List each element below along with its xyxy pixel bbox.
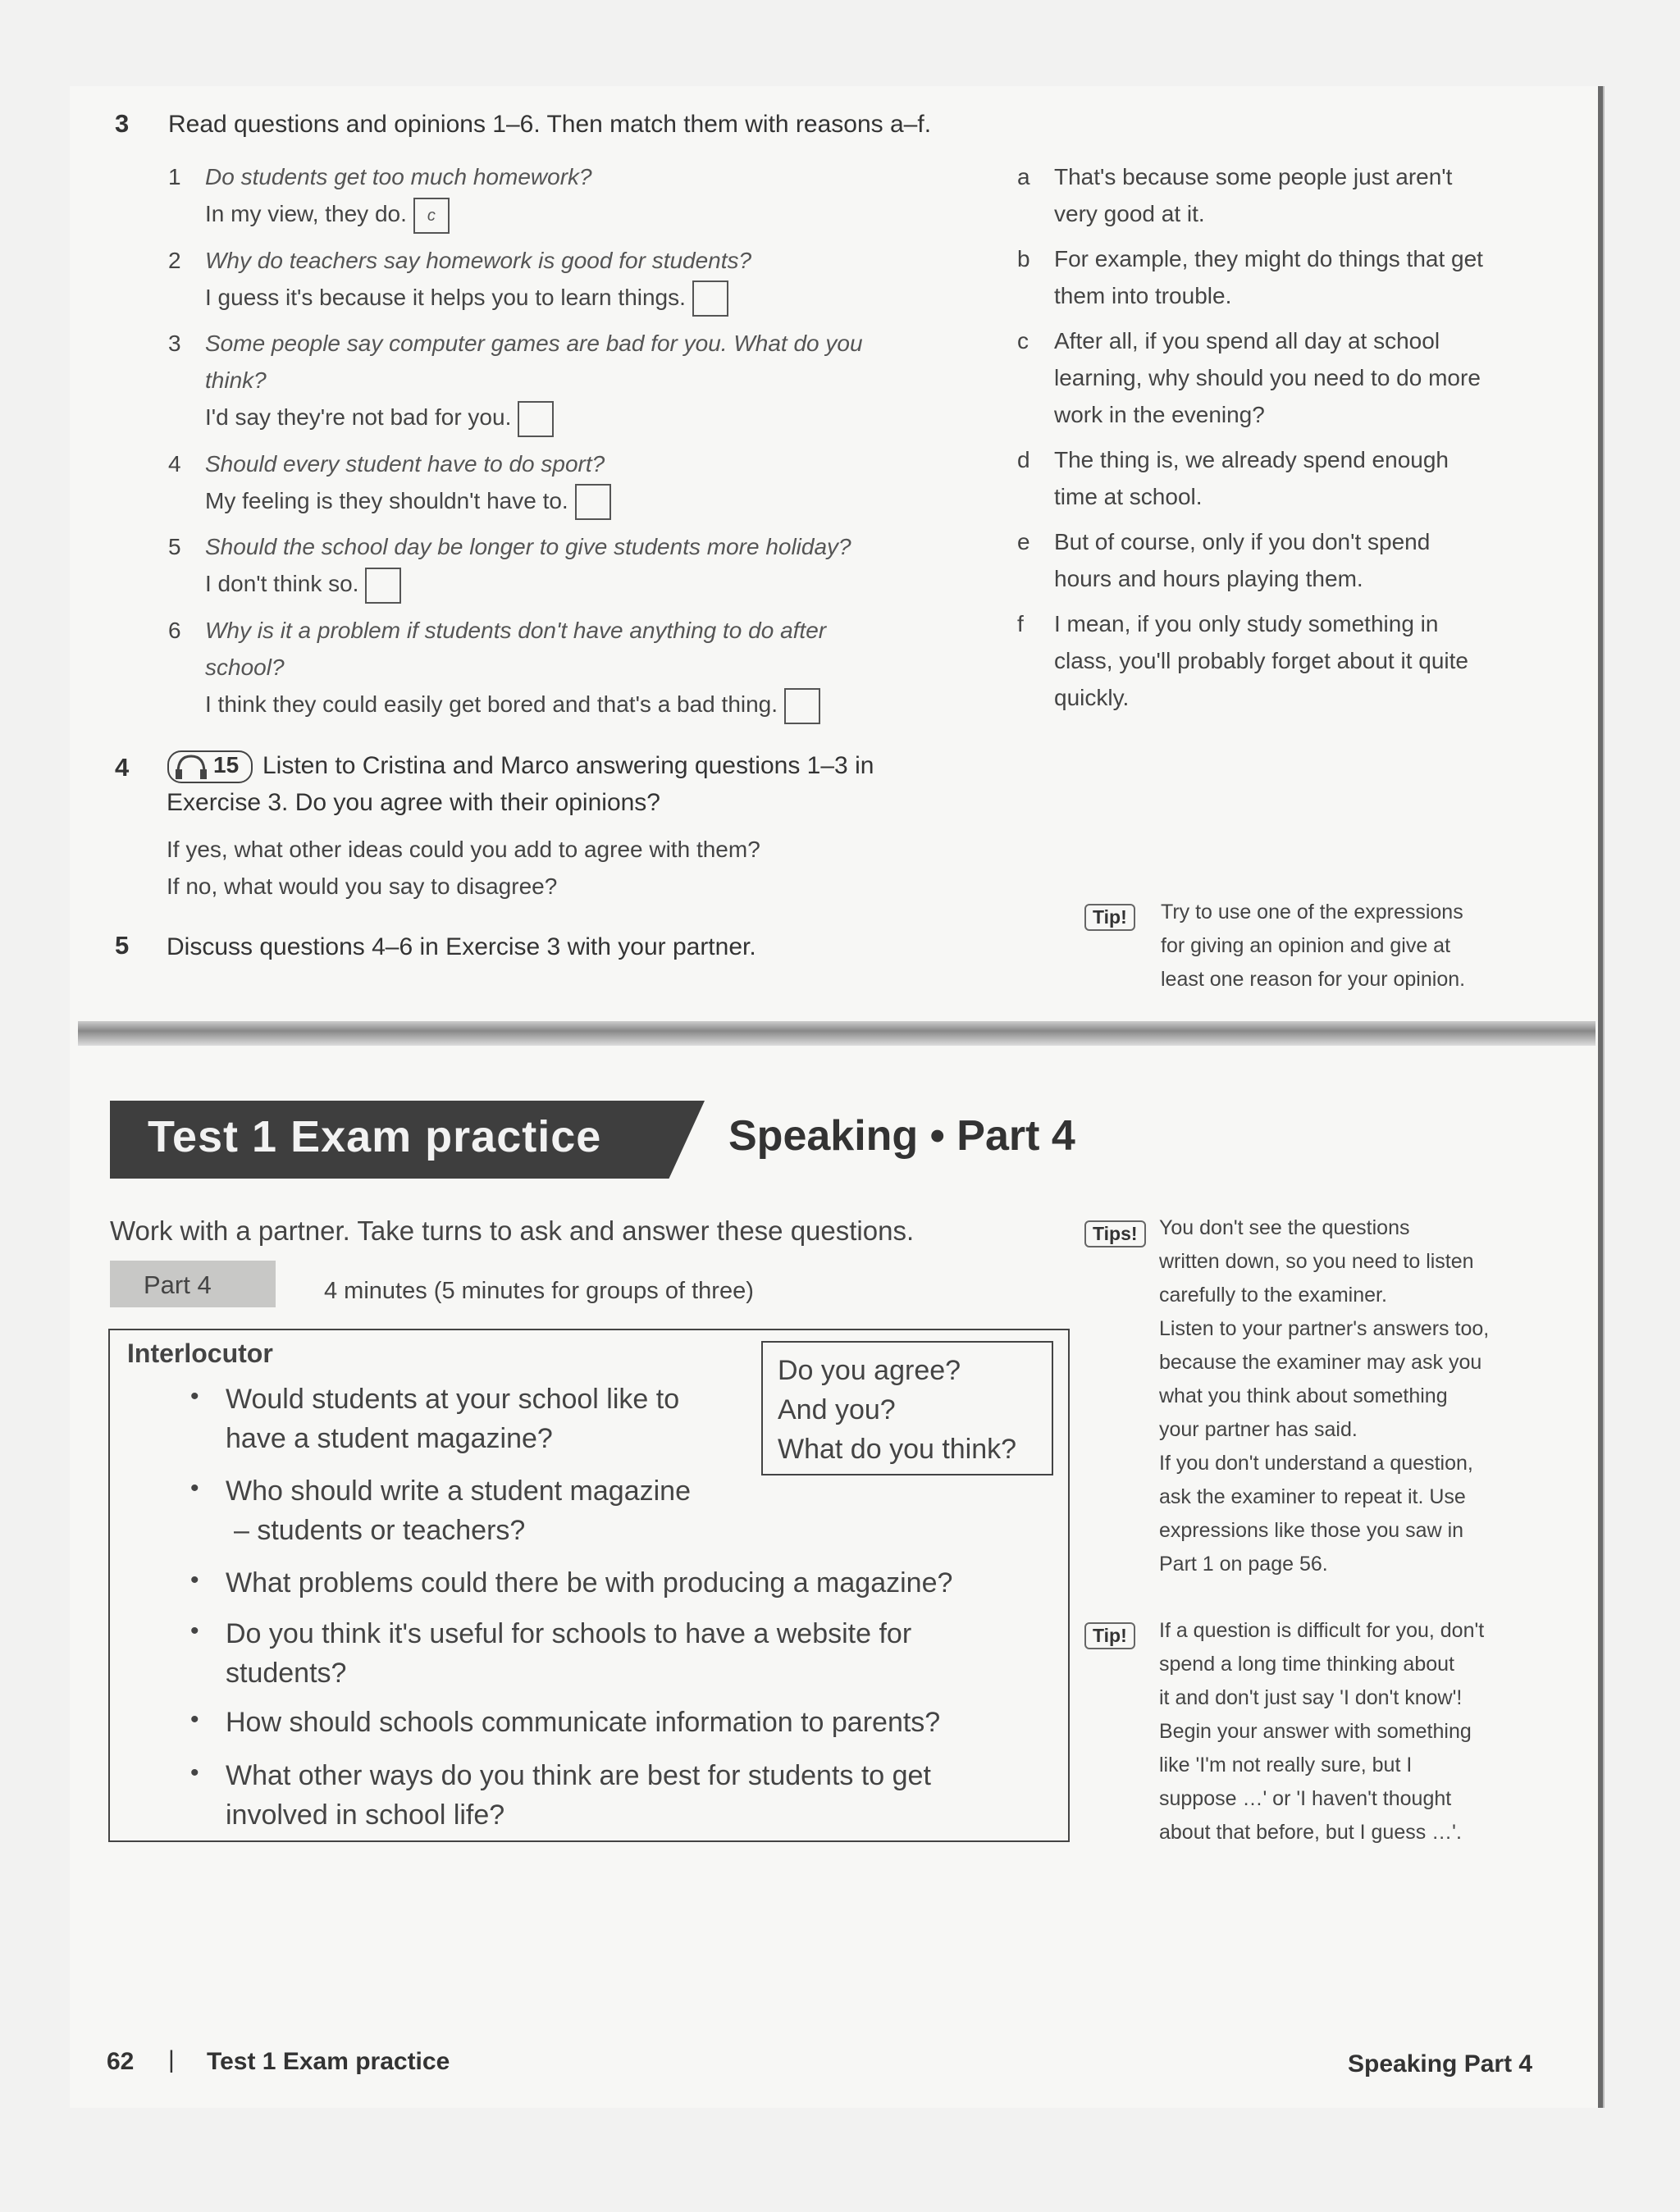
reason-letter: f xyxy=(1017,611,1024,636)
exercise-4-line1: If yes, what other ideas could you add to agree with them? xyxy=(167,837,760,862)
opinion-line xyxy=(168,482,988,521)
opinion-line xyxy=(168,279,988,317)
question-line: How should schools communicate information to parents? xyxy=(226,1707,941,1738)
opinion-line xyxy=(168,565,988,604)
interlocutor-label: Interlocutor xyxy=(127,1339,273,1368)
audio-track-number: 15 xyxy=(213,752,240,778)
tip-line: Try to use one of the expressions xyxy=(1161,901,1463,924)
reason-text: time at school. xyxy=(1054,484,1203,509)
tips-2-text xyxy=(1159,1211,1489,1581)
interlocutor-question-6 xyxy=(226,1756,931,1835)
reasons-list xyxy=(1017,158,1575,716)
question-line: What problems could there be with producing a magazine? xyxy=(226,1567,953,1599)
tip-line: for giving an opinion and give at xyxy=(1161,934,1451,957)
exercise-3-number: 3 xyxy=(115,109,130,138)
question-text: Should every student have to do sport? xyxy=(205,450,605,477)
bullet-icon: • xyxy=(190,1383,199,1410)
tip-line: If a question is difficult for you, don't xyxy=(1159,1619,1485,1642)
question-line: involved in school life? xyxy=(226,1799,505,1831)
tip-line: Listen to your partner's answers too, xyxy=(1159,1317,1490,1340)
reason-letter: e xyxy=(1017,529,1030,554)
reason-text: But of course, only if you don't spend xyxy=(1054,529,1431,554)
reason-item-e xyxy=(1017,523,1575,597)
page-fold xyxy=(78,1021,1596,1046)
tip-badge-1 xyxy=(1084,904,1135,931)
question-text: Some people say computer games are bad for you. What do you xyxy=(205,331,863,357)
work-instruction: Work with a partner. Take turns to ask and answer these questions. xyxy=(110,1215,915,1246)
reason-letter: b xyxy=(1017,246,1030,271)
question-text: Why do teachers say homework is good for students? xyxy=(205,247,752,273)
prompt-line: And you? xyxy=(778,1394,896,1425)
tip-line: suppose …' or 'I haven't thought xyxy=(1159,1787,1452,1810)
exercise-5-instruction: Discuss questions 4–6 in Exercise 3 with your partner. xyxy=(167,933,756,960)
exercise-3-instruction: Read questions and opinions 1–6. Then match them with reasons a–f. xyxy=(168,111,932,138)
tip-line: expressions like those you saw in xyxy=(1159,1519,1464,1542)
prompt-line: What do you think? xyxy=(778,1434,1017,1465)
tip-3-text xyxy=(1159,1614,1484,1849)
reason-letter: d xyxy=(1017,447,1030,472)
opinion-text: I think they could easily get bored and that's a bad thing. xyxy=(205,691,778,718)
exercise-3-questions xyxy=(168,158,988,724)
bullet-icon: • xyxy=(190,1567,199,1594)
tip-line: carefully to the examiner. xyxy=(1159,1284,1387,1307)
footer-right-label: Speaking Part 4 xyxy=(1348,2050,1533,2077)
prompt-list xyxy=(778,1351,1016,1469)
question-text: Why is it a problem if students don't have anything to do after xyxy=(205,618,827,644)
question-number: 3 xyxy=(168,331,181,357)
tip-line: what you think about something xyxy=(1159,1384,1448,1407)
reason-text: learning, why should you need to do more xyxy=(1054,365,1481,390)
answer-box-3[interactable] xyxy=(518,401,554,437)
tip-badge-label: Tip! xyxy=(1084,904,1135,931)
tip-line: Begin your answer with something xyxy=(1159,1720,1472,1743)
part-duration: 4 minutes (5 minutes for groups of three) xyxy=(324,1278,754,1304)
reason-text: class, you'll probably forget about it quite xyxy=(1054,648,1468,673)
reason-letter: a xyxy=(1017,164,1030,189)
exercise-4-number: 4 xyxy=(115,753,130,782)
reason-text: That's because some people just aren't xyxy=(1054,164,1453,189)
banner-title: Test 1 Exam practice xyxy=(148,1112,602,1161)
answer-box-5[interactable] xyxy=(365,568,401,604)
reason-text: quickly. xyxy=(1054,685,1130,710)
reason-text: hours and hours playing them. xyxy=(1054,566,1363,591)
interlocutor-question-2 xyxy=(226,1471,691,1550)
reason-text: For example, they might do things that get xyxy=(1054,246,1483,271)
reason-item-b xyxy=(1017,240,1575,314)
question-line: Do you think it's useful for schools to have a website for xyxy=(226,1618,912,1649)
exercise-4-instruction-line2: Exercise 3. Do you agree with their opinions? xyxy=(167,789,660,816)
answer-box-6[interactable] xyxy=(784,688,820,724)
question-number: 6 xyxy=(168,618,181,644)
exercise-4-line2: If no, what would you say to disagree? xyxy=(167,873,558,899)
reason-item-a xyxy=(1017,158,1575,232)
answer-box-1[interactable]: c xyxy=(413,198,450,234)
tips-badge-2 xyxy=(1084,1220,1146,1247)
headphones-icon xyxy=(167,748,255,784)
tip-line: written down, so you need to listen xyxy=(1159,1250,1474,1273)
question-text-continued: school? xyxy=(205,654,285,681)
reason-text: The thing is, we already spend enough xyxy=(1054,447,1449,472)
question-line: – students or teachers? xyxy=(234,1515,526,1546)
opinion-text: My feeling is they shouldn't have to. xyxy=(205,487,568,513)
question-number: 4 xyxy=(168,450,181,477)
opinion-line xyxy=(168,195,988,234)
tip-line: Part 1 on page 56. xyxy=(1159,1553,1328,1576)
interlocutor-question-1 xyxy=(226,1380,679,1458)
tip-line: because the examiner may ask you xyxy=(1159,1351,1482,1374)
question-number: 5 xyxy=(168,534,181,560)
question-item-3 xyxy=(168,325,988,362)
reason-text: After all, if you spend all day at school xyxy=(1054,328,1440,353)
reason-text: work in the evening? xyxy=(1054,402,1265,427)
reason-text: them into trouble. xyxy=(1054,283,1232,308)
question-text-continued: think? xyxy=(205,367,267,394)
question-line: What other ways do you think are best for students to get xyxy=(226,1760,931,1791)
tip-line: about that before, but I guess …'. xyxy=(1159,1821,1462,1844)
question-line: Who should write a student magazine xyxy=(226,1475,691,1507)
opinion-text: I don't think so. xyxy=(205,571,359,597)
question-line: have a student magazine? xyxy=(226,1423,553,1454)
bullet-icon: • xyxy=(190,1475,199,1502)
footer-left-label: Test 1 Exam practice xyxy=(207,2048,450,2075)
tip-line: spend a long time thinking about xyxy=(1159,1653,1454,1676)
reason-letter: c xyxy=(1017,328,1029,353)
opinion-line xyxy=(168,399,988,437)
tip-badge-3 xyxy=(1084,1622,1135,1649)
exercise-5-number: 5 xyxy=(115,931,130,960)
interlocutor-question-4 xyxy=(226,1614,911,1693)
reason-text: very good at it. xyxy=(1054,201,1205,226)
question-item-2 xyxy=(168,242,988,279)
reason-item-f xyxy=(1017,605,1575,716)
answer-box-2[interactable] xyxy=(692,280,728,317)
audio-track-badge[interactable] xyxy=(167,748,255,784)
question-item-1 xyxy=(168,158,988,195)
opinion-text: I'd say they're not bad for you. xyxy=(205,404,512,431)
part-tab-label: Part 4 xyxy=(144,1270,212,1299)
tip-line: your partner has said. xyxy=(1159,1418,1358,1441)
speaking-part-title: Speaking • Part 4 xyxy=(728,1112,1075,1160)
tip-line: If you don't understand a question, xyxy=(1159,1452,1473,1475)
question-item-4 xyxy=(168,445,988,482)
opinion-text: In my view, they do. xyxy=(205,201,407,226)
bullet-icon: • xyxy=(190,1706,199,1733)
question-item-6 xyxy=(168,612,988,649)
question-text: Do students get too much homework? xyxy=(205,164,592,189)
bullet-icon: • xyxy=(190,1617,199,1644)
prompt-line: Do you agree? xyxy=(778,1355,961,1386)
exercise-4-instruction-line1: Listen to Cristina and Marco answering questions 1–3 in xyxy=(262,752,874,779)
tip-1-text xyxy=(1161,896,1465,997)
question-number: 2 xyxy=(168,247,181,273)
tip-line: ask the examiner to repeat it. Use xyxy=(1159,1485,1466,1508)
question-item-5 xyxy=(168,528,988,565)
page-number: 62 xyxy=(107,2048,135,2075)
tip-line: like 'I'm not really sure, but I xyxy=(1159,1754,1413,1776)
interlocutor-question-3 xyxy=(226,1563,952,1603)
tip-line: least one reason for your opinion. xyxy=(1161,968,1466,991)
interlocutor-question-5 xyxy=(226,1703,940,1742)
question-line: students? xyxy=(226,1658,347,1689)
bullet-icon: • xyxy=(190,1759,199,1786)
tip-badge-label: Tips! xyxy=(1084,1220,1146,1247)
answer-box-4[interactable] xyxy=(575,484,611,520)
opinion-text: I guess it's because it helps you to learn things. xyxy=(205,284,686,310)
reason-text: I mean, if you only study something in xyxy=(1054,611,1439,636)
question-line: Would students at your school like to xyxy=(226,1384,680,1415)
question-text: Should the school day be longer to give students more holiday? xyxy=(205,534,851,560)
reason-item-d xyxy=(1017,441,1575,515)
tip-line: it and don't just say 'I don't know'! xyxy=(1159,1686,1463,1709)
tip-badge-label: Tip! xyxy=(1084,1622,1135,1649)
question-number: 1 xyxy=(168,164,181,189)
reason-item-c xyxy=(1017,322,1575,433)
footer-separator: | xyxy=(168,2046,175,2073)
tip-line: You don't see the questions xyxy=(1159,1216,1410,1239)
opinion-line xyxy=(168,686,988,724)
